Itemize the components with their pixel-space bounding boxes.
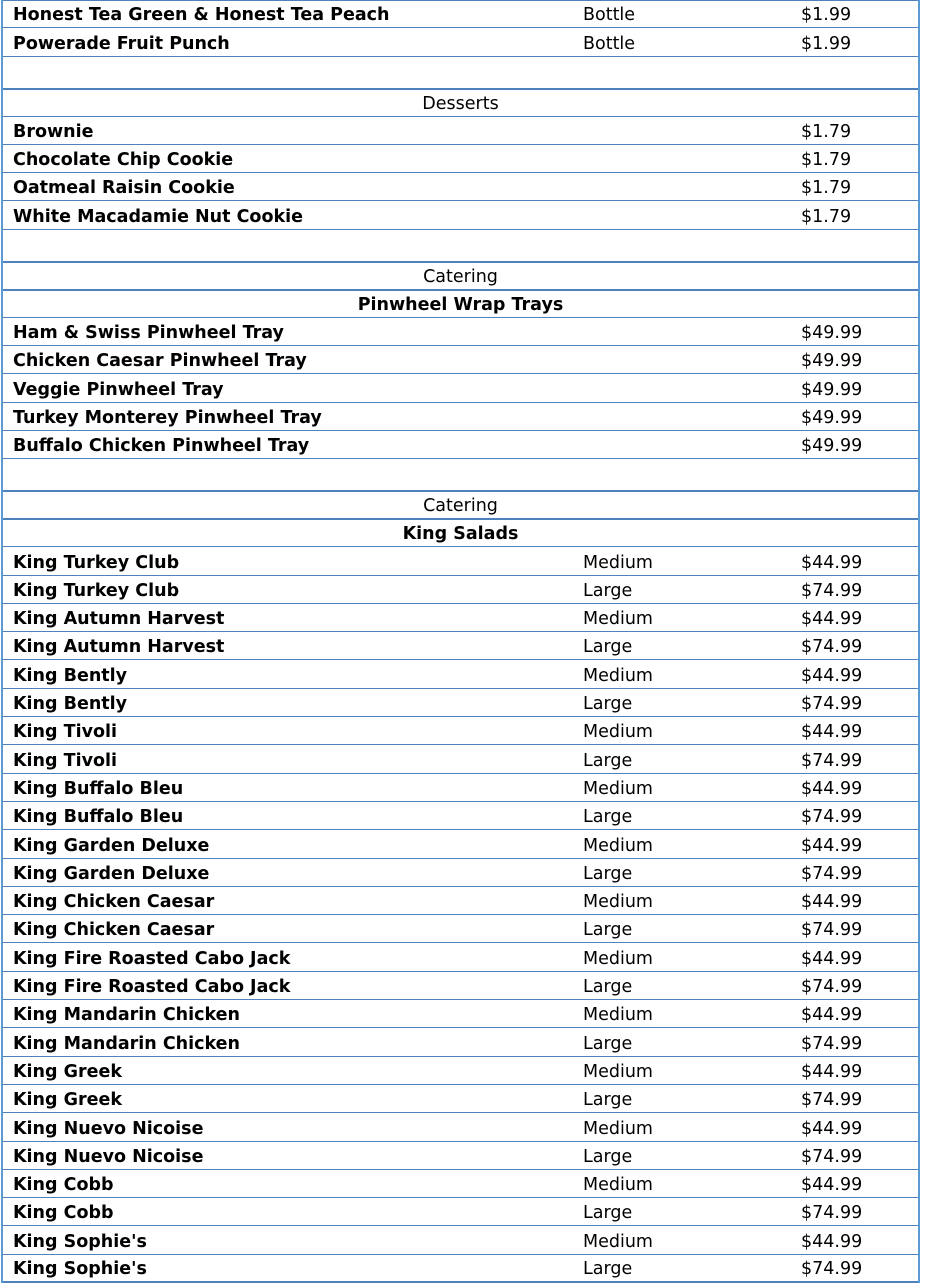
item-name: King Greek	[13, 1061, 123, 1082]
item-name: Veggie Pinwheel Tray	[13, 379, 224, 400]
item-size: Large	[583, 807, 633, 828]
item-name: King Chicken Caesar	[13, 920, 215, 941]
table-row	[3, 689, 918, 717]
item-size: Large	[583, 1146, 633, 1167]
table-row	[3, 346, 918, 374]
item-size: Large	[583, 1090, 633, 1111]
table-row	[3, 431, 918, 459]
table-row	[3, 774, 918, 802]
section-header-desserts	[3, 90, 918, 117]
item-size: Medium	[583, 1118, 653, 1139]
table-row	[3, 943, 918, 971]
item-name: King Cobb	[13, 1175, 114, 1196]
item-size: Medium	[583, 892, 653, 913]
item-name: King Cobb	[13, 1203, 114, 1224]
item-name: King Nuevo Nicoise	[13, 1118, 204, 1139]
item-name: Honest Tea Green & Honest Tea Peach	[13, 5, 390, 26]
item-name: King Chicken Caesar	[13, 892, 215, 913]
subsection-header-pinwheel-wrap-trays	[3, 290, 918, 318]
table-row	[3, 1113, 918, 1141]
item-price: $1.79	[801, 178, 852, 199]
item-price: $1.79	[801, 206, 852, 227]
item-size: Medium	[583, 722, 653, 743]
table-row	[3, 173, 918, 201]
item-size: Large	[583, 1203, 633, 1224]
table-row	[3, 318, 918, 346]
table-row	[3, 915, 918, 943]
item-name: King Fire Roasted Cabo Jack	[13, 948, 291, 969]
table-row	[3, 802, 918, 830]
item-price: $74.99	[801, 1146, 863, 1167]
item-size: Medium	[583, 835, 653, 856]
pinwheel-group	[3, 318, 918, 459]
item-size: Large	[583, 977, 633, 998]
item-name: King Autumn Harvest	[13, 637, 225, 658]
table-row	[3, 1142, 918, 1170]
item-price: $44.99	[801, 1061, 863, 1082]
item-name: King Buffalo Bleu	[13, 778, 184, 799]
item-price: $1.99	[801, 5, 852, 26]
item-price: $44.99	[801, 778, 863, 799]
item-price: $44.99	[801, 722, 863, 743]
item-price: $49.99	[801, 323, 863, 344]
item-name: King Mandarin Chicken	[13, 1033, 241, 1054]
table-row	[3, 1198, 918, 1226]
table-row	[3, 403, 918, 431]
menu-price-table	[1, 0, 920, 1283]
item-name: Chocolate Chip Cookie	[13, 150, 234, 171]
item-size: Medium	[583, 1231, 653, 1252]
table-row	[3, 1000, 918, 1028]
item-name: White Macadamie Nut Cookie	[13, 206, 303, 227]
item-price: $74.99	[801, 750, 863, 771]
item-size: Large	[583, 1033, 633, 1054]
item-price: $74.99	[801, 637, 863, 658]
table-row	[3, 28, 918, 56]
table-row	[3, 374, 918, 402]
item-size: Bottle	[583, 33, 636, 54]
table-row	[3, 576, 918, 604]
item-price: $44.99	[801, 609, 863, 630]
desserts-group	[3, 117, 918, 230]
section-title: Catering	[423, 496, 498, 517]
section-title: Desserts	[422, 93, 499, 114]
item-price: $74.99	[801, 807, 863, 828]
king-salads-group	[3, 547, 918, 1283]
table-row	[3, 604, 918, 632]
subsection-title: Pinwheel Wrap Trays	[357, 294, 564, 315]
item-price: $49.99	[801, 407, 863, 428]
item-name: King Bently	[13, 694, 128, 715]
table-row	[3, 0, 918, 28]
item-price: $74.99	[801, 1203, 863, 1224]
item-size: Medium	[583, 1005, 653, 1026]
item-name: King Autumn Harvest	[13, 609, 225, 630]
item-price: $44.99	[801, 552, 863, 573]
item-name: King Tivoli	[13, 750, 118, 771]
subsection-header-king-salads	[3, 519, 918, 547]
item-name: Buffalo Chicken Pinwheel Tray	[13, 436, 310, 457]
item-size: Large	[583, 863, 633, 884]
item-size: Medium	[583, 609, 653, 630]
beverages-group	[3, 0, 918, 57]
spacer-row	[3, 459, 918, 492]
item-price: $44.99	[801, 948, 863, 969]
item-price: $49.99	[801, 436, 863, 457]
item-name: King Sophie's	[13, 1231, 147, 1252]
item-price: $74.99	[801, 1033, 863, 1054]
item-name: King Garden Deluxe	[13, 863, 210, 884]
table-row	[3, 547, 918, 575]
section-title: Catering	[423, 266, 498, 287]
spacer-row	[3, 57, 918, 90]
item-name: King Garden Deluxe	[13, 835, 210, 856]
table-row	[3, 1057, 918, 1085]
table-row	[3, 745, 918, 773]
item-name: King Tivoli	[13, 722, 118, 743]
item-price: $44.99	[801, 1005, 863, 1026]
item-size: Large	[583, 580, 633, 601]
item-size: Medium	[583, 1061, 653, 1082]
table-row	[3, 972, 918, 1000]
item-size: Large	[583, 694, 633, 715]
item-name: Oatmeal Raisin Cookie	[13, 178, 235, 199]
item-price: $44.99	[801, 1175, 863, 1196]
item-size: Large	[583, 750, 633, 771]
table-row	[3, 887, 918, 915]
item-size: Medium	[583, 552, 653, 573]
item-price: $49.99	[801, 379, 863, 400]
item-name: Chicken Caesar Pinwheel Tray	[13, 351, 307, 372]
table-row	[3, 1170, 918, 1198]
item-name: Ham & Swiss Pinwheel Tray	[13, 323, 284, 344]
item-size: Large	[583, 1258, 633, 1279]
item-name: King Turkey Club	[13, 552, 180, 573]
item-price: $74.99	[801, 863, 863, 884]
subsection-title: King Salads	[402, 524, 519, 545]
item-price: $1.79	[801, 121, 852, 142]
item-name: King Greek	[13, 1090, 123, 1111]
table-row	[3, 1085, 918, 1113]
item-price: $44.99	[801, 1231, 863, 1252]
item-price: $74.99	[801, 920, 863, 941]
table-row	[3, 660, 918, 688]
table-row	[3, 1255, 918, 1283]
item-name: King Buffalo Bleu	[13, 807, 184, 828]
section-header-catering-salads	[3, 492, 918, 519]
item-price: $74.99	[801, 977, 863, 998]
item-size: Large	[583, 637, 633, 658]
table-row	[3, 145, 918, 173]
item-size: Medium	[583, 948, 653, 969]
item-price: $44.99	[801, 665, 863, 686]
section-header-catering-pinwheel	[3, 263, 918, 290]
table-row	[3, 632, 918, 660]
item-size: Medium	[583, 665, 653, 686]
item-name: Turkey Monterey Pinwheel Tray	[13, 407, 322, 428]
table-row	[3, 1028, 918, 1056]
item-name: King Bently	[13, 665, 128, 686]
item-price: $49.99	[801, 351, 863, 372]
item-price: $1.99	[801, 33, 852, 54]
item-size: Medium	[583, 1175, 653, 1196]
table-row	[3, 859, 918, 887]
item-price: $1.79	[801, 150, 852, 171]
table-row	[3, 1226, 918, 1254]
item-name: Powerade Fruit Punch	[13, 33, 230, 54]
item-name: King Sophie's	[13, 1258, 147, 1279]
item-size: Large	[583, 920, 633, 941]
item-name: King Mandarin Chicken	[13, 1005, 241, 1026]
item-price: $44.99	[801, 1118, 863, 1139]
item-size: Medium	[583, 778, 653, 799]
table-row	[3, 117, 918, 145]
spacer-row	[3, 230, 918, 263]
item-price: $44.99	[801, 892, 863, 913]
item-price: $44.99	[801, 835, 863, 856]
item-name: King Nuevo Nicoise	[13, 1146, 204, 1167]
item-name: Brownie	[13, 121, 94, 142]
table-row	[3, 830, 918, 858]
item-size: Bottle	[583, 5, 636, 26]
table-row	[3, 717, 918, 745]
item-price: $74.99	[801, 694, 863, 715]
item-price: $74.99	[801, 580, 863, 601]
item-price: $74.99	[801, 1258, 863, 1279]
item-name: King Fire Roasted Cabo Jack	[13, 977, 291, 998]
item-name: King Turkey Club	[13, 580, 180, 601]
item-price: $74.99	[801, 1090, 863, 1111]
table-row	[3, 201, 918, 229]
